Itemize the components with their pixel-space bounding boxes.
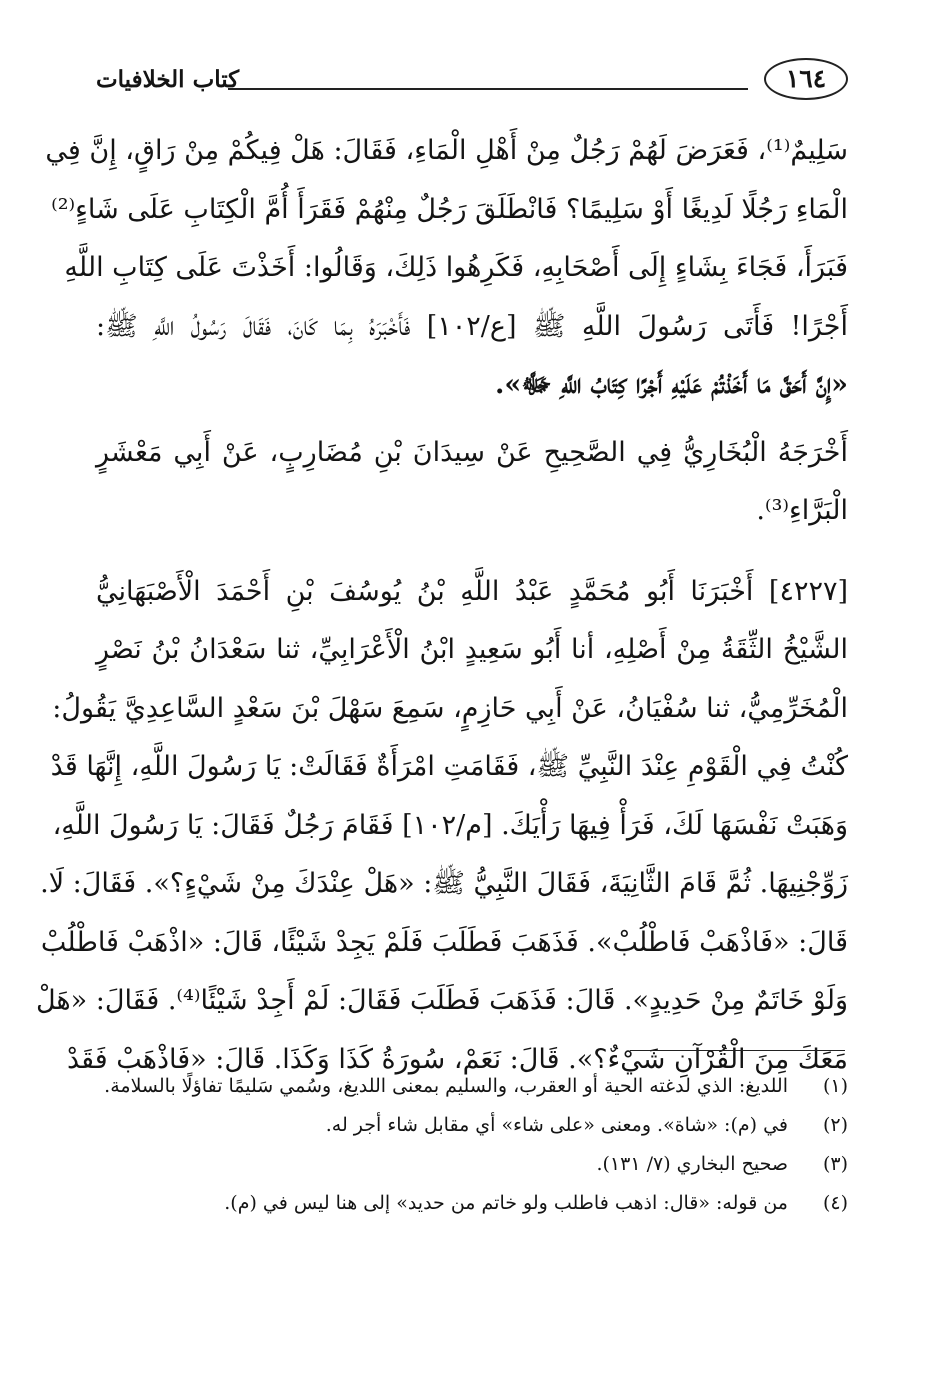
footnote-separator — [630, 1050, 845, 1051]
text-line-prophetic-saying: «إِنَّ أَحَقَّ مَا أَخَذْتُمْ عَلَيْهِ أَجْرًا كِتَابُ اللَّهِ ﷻ». — [495, 369, 848, 400]
text-line: مَعَكَ مِنَ الْقُرْآنِ شَيْءٌ؟». قَالَ: نَعَمْ، سُورَةُ كَذَا وَكَذَا. قَالَ: «فَاذْهَبْ فَقَدْ — [66, 1043, 848, 1075]
main-text — [35, 122, 848, 1089]
paragraph-takhrij — [96, 424, 848, 541]
text-line: فَبَرَأَ، فَجَاءَ بِشَاءٍ إِلَى أَصْحَابِهِ، فَكَرِهُوا ذَلِكَ، وَقَالُوا: أَخَذْتَ عَلَى كِتَابِ اللَّهِ — [64, 252, 848, 283]
paragraph-hadith-4227 — [35, 563, 848, 1090]
footnote-text: في (م): «شاة». ومعنى «على شاء» أي مقابل شاء أجر له. — [325, 1114, 788, 1136]
footnote-number: (٢) — [822, 1114, 848, 1136]
footnote-4 — [96, 1187, 848, 1220]
footnote-2 — [96, 1109, 848, 1142]
footnote-text: صحيح البخاري (٧/ ١٣١). — [596, 1153, 788, 1175]
footnote-3 — [96, 1148, 848, 1181]
text-line: الْمُخَرِّمِيُّ، ثنا سُفْيَانُ، عَنْ أَبِي حَازِمٍ، سَمِعَ سَهْلَ بْنَ سَعْدٍ السَّاعِدِيَّ يَقُولُ: — [52, 692, 848, 724]
text-line: زَوِّجْنِيهَا. ثُمَّ قَامَ الثَّانِيَةَ، فَقَالَ النَّبِيُّ ﷺ: «هَلْ عِنْدَكَ مِنْ شَيْءٍ؟». فَقَالَ: لَا. — [40, 868, 848, 899]
text-line: الْمَاءِ رَجُلًا لَدِيغًا أَوْ سَلِيمًا؟ فَانْطَلَقَ رَجُلٌ مِنْهُمْ فَقَرَأَ أُمَّ الْكِتَابِ عَلَى شَاءٍ⁽²⁾ — [51, 193, 848, 225]
footnote-number: (١) — [822, 1075, 848, 1097]
text-line: الْبَرَّاءِ⁽³⁾. — [756, 495, 848, 526]
text-line: قَالَ: «فَاذْهَبْ فَاطْلُبْ». فَذَهَبَ فَطَلَبَ فَلَمْ يَجِدْ شَيْئًا، قَالَ: «اذْهَبْ فَاطْلُبْ — [40, 926, 848, 958]
page-number: ١٦٤ — [764, 58, 848, 100]
text-line: وَلَوْ خَاتَمٌ مِنْ حَدِيدٍ». قَالَ: فَذَهَبَ فَطَلَبَ فَقَالَ: لَمْ أَجِدْ شَيْئًا⁽⁴⁾. فَقَالَ: «هَلْ — [35, 985, 848, 1016]
text-line: أَجْرًا! فَأَتَى رَسُولَ اللَّهِ ﷺ [ع/١٠٢] فَأَخْبَرَهُ بِمَا كَانَ، فَقَالَ رَسُولُ اللَّهِ ﷺ: — [96, 310, 848, 342]
text-line: كُنْتُ فِي الْقَوْمِ عِنْدَ النَّبِيِّ ﷺ، فَقَامَتِ امْرَأَةٌ فَقَالَتْ: يَا رَسُولَ اللَّهِ، إِنَّهَا قَدْ — [50, 751, 848, 782]
paragraph-gap — [96, 541, 848, 563]
footnotes — [96, 1070, 848, 1226]
paragraph-gap — [96, 415, 848, 424]
text-line: سَلِيمٌ⁽¹⁾، فَعَرَضَ لَهُمْ رَجُلٌ مِنْ أَهْلِ الْمَاءِ، فَقَالَ: هَلْ فِيكُمْ مِنْ رَاقٍ، إِنَّ فِي — [45, 135, 848, 166]
header-rule — [228, 88, 748, 90]
footnote-number: (٣) — [822, 1153, 848, 1175]
footnote-text: اللديغ: الذي لدغته الحية أو العقرب، والسليم بمعنى اللديغ، وسُمي سَليمًا تفاؤلًا بالسلامة. — [104, 1075, 788, 1097]
text-line: وَهَبَتْ نَفْسَهَا لَكَ، فَرَأْ فِيهَا رَأْيَكَ. [م/١٠٢] فَقَامَ رَجُلٌ فَقَالَ: يَا رَسُولَ اللَّهِ، — [52, 809, 848, 841]
text-line: أَخْرَجَهُ الْبُخَارِيُّ فِي الصَّحِيحِ عَنْ سِيدَانَ بْنِ مُضَارِبٍ، عَنْ أَبِي مَعْشَرٍ — [96, 436, 848, 468]
text-line-hadith-number: [٤٢٢٧] أَخْبَرَنَا أَبُو مُحَمَّدٍ عَبْدُ اللَّهِ بْنُ يُوسُفَ بْنِ أَحْمَدَ الْأَصْبَهَانِيُّ — [96, 575, 848, 607]
footnote-text: من قوله: «قال: اذهب فاطلب ولو خاتم من حديد» إلى هنا ليس في (م). — [224, 1192, 788, 1214]
book-title: كتاب الخلافيات — [96, 66, 240, 93]
footnote-1 — [96, 1070, 848, 1103]
paragraph-hadith-continuation — [45, 122, 848, 415]
text-line: الشَّيْخُ الثِّقَةُ مِنْ أَصْلِهِ، أنا أَبُو سَعِيدٍ ابْنُ الْأَعْرَابِيِّ، ثنا سَعْدَانُ بْنُ نَصْرٍ — [96, 634, 848, 665]
footnote-number: (٤) — [822, 1192, 848, 1214]
page-header — [96, 52, 848, 108]
